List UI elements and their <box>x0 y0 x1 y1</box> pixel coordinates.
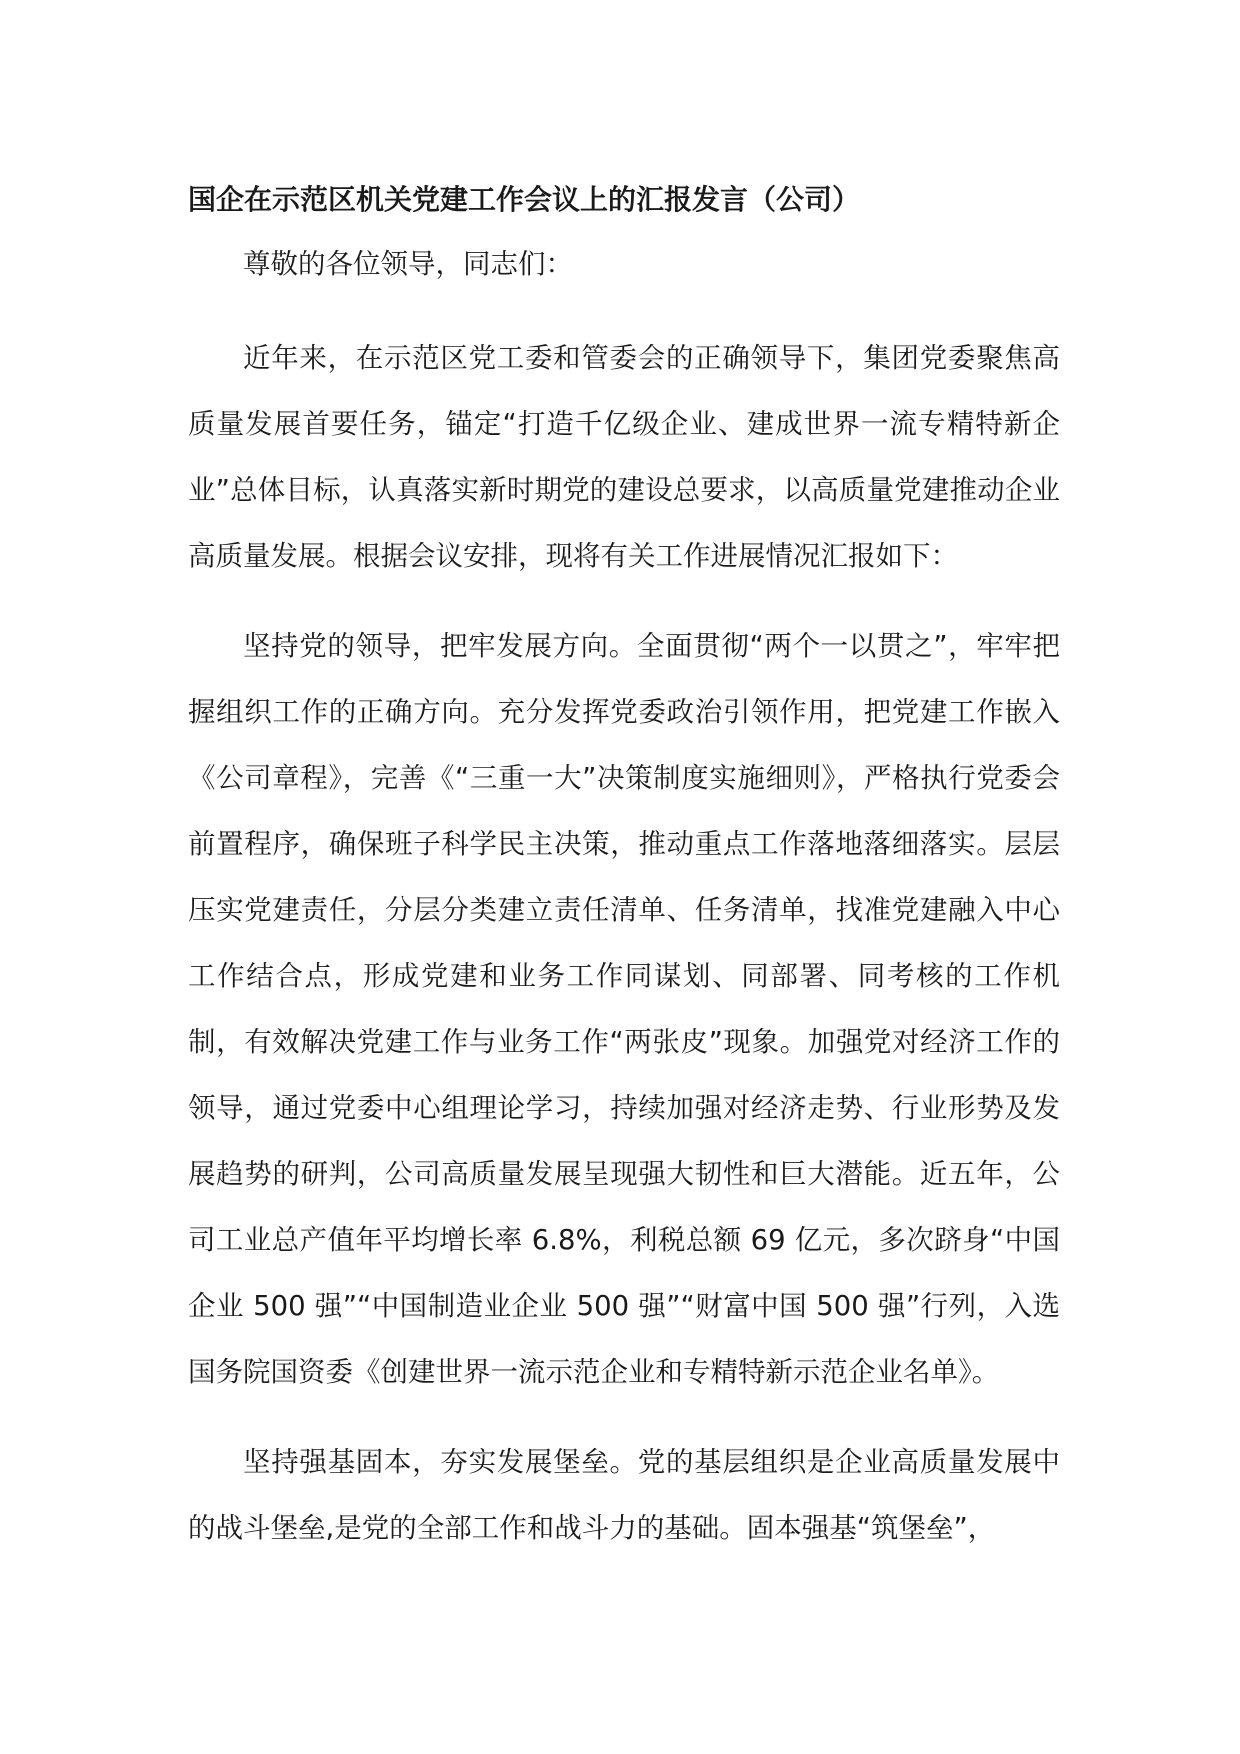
document-title: 国企在示范区机关党建工作会议上的汇报发言（公司） <box>188 183 861 216</box>
intro-paragraph: 近年来，在示范区党工委和管委会的正确领导下，集团党委聚焦高质量发展首要任务，锚定“打造千亿级企业、建成世界一流专精特新企业”总体目标，认真落实新时期党的建设总要求，以高质量党建推动企业高质量发展。根据会议安排，现将有关工作进展情况汇报如下： <box>188 342 1060 572</box>
salutation-paragraph: 尊敬的各位领导，同志们： <box>243 248 573 280</box>
document-body <box>188 175 1060 1585</box>
grassroots-paragraph: 坚持强基固本，夯实发展堡垒。党的基层组织是企业高质量发展中的战斗堡垒,是党的全部工作和战斗力的基础。固本强基“筑堡垒”， <box>188 1446 1060 1544</box>
party-leadership-paragraph: 坚持党的领导，把牢发展方向。全面贯彻“两个一以贯之”，牢牢把握组织工作的正确方向。充分发挥党委政治引领作用，把党建工作嵌入《公司章程》，完善《“三重一大”决策制度实施细则》，严格执行党委会前置程序，确保班子科学民主决策，推动重点工作落地落细落实。层层压实党建责任，分层分类建立责任清单、任务清单，找准党建融入中心工作结合点，形成党建和业务工作同谋划、同部署、同考核的工作机制，有效解决党建工作与业务工作“两张皮”现象。加强党对经济工作的领导，通过党委中心组理论学习，持续加强对经济走势、行业形势及发展趋势的研判，公司高质量发展呈现强大韧性和巨大潜能。近五年，公司工业总产值年平均增长率 6.8%，利税总额 69 亿元，多次跻身“中国企业 500 强”“中国制造业企业 500 强”“财富中国 500 强”行列，入选国务院国资委《创建世界一流示范企业和专精特新示范企业名单》。 <box>188 630 1060 1388</box>
